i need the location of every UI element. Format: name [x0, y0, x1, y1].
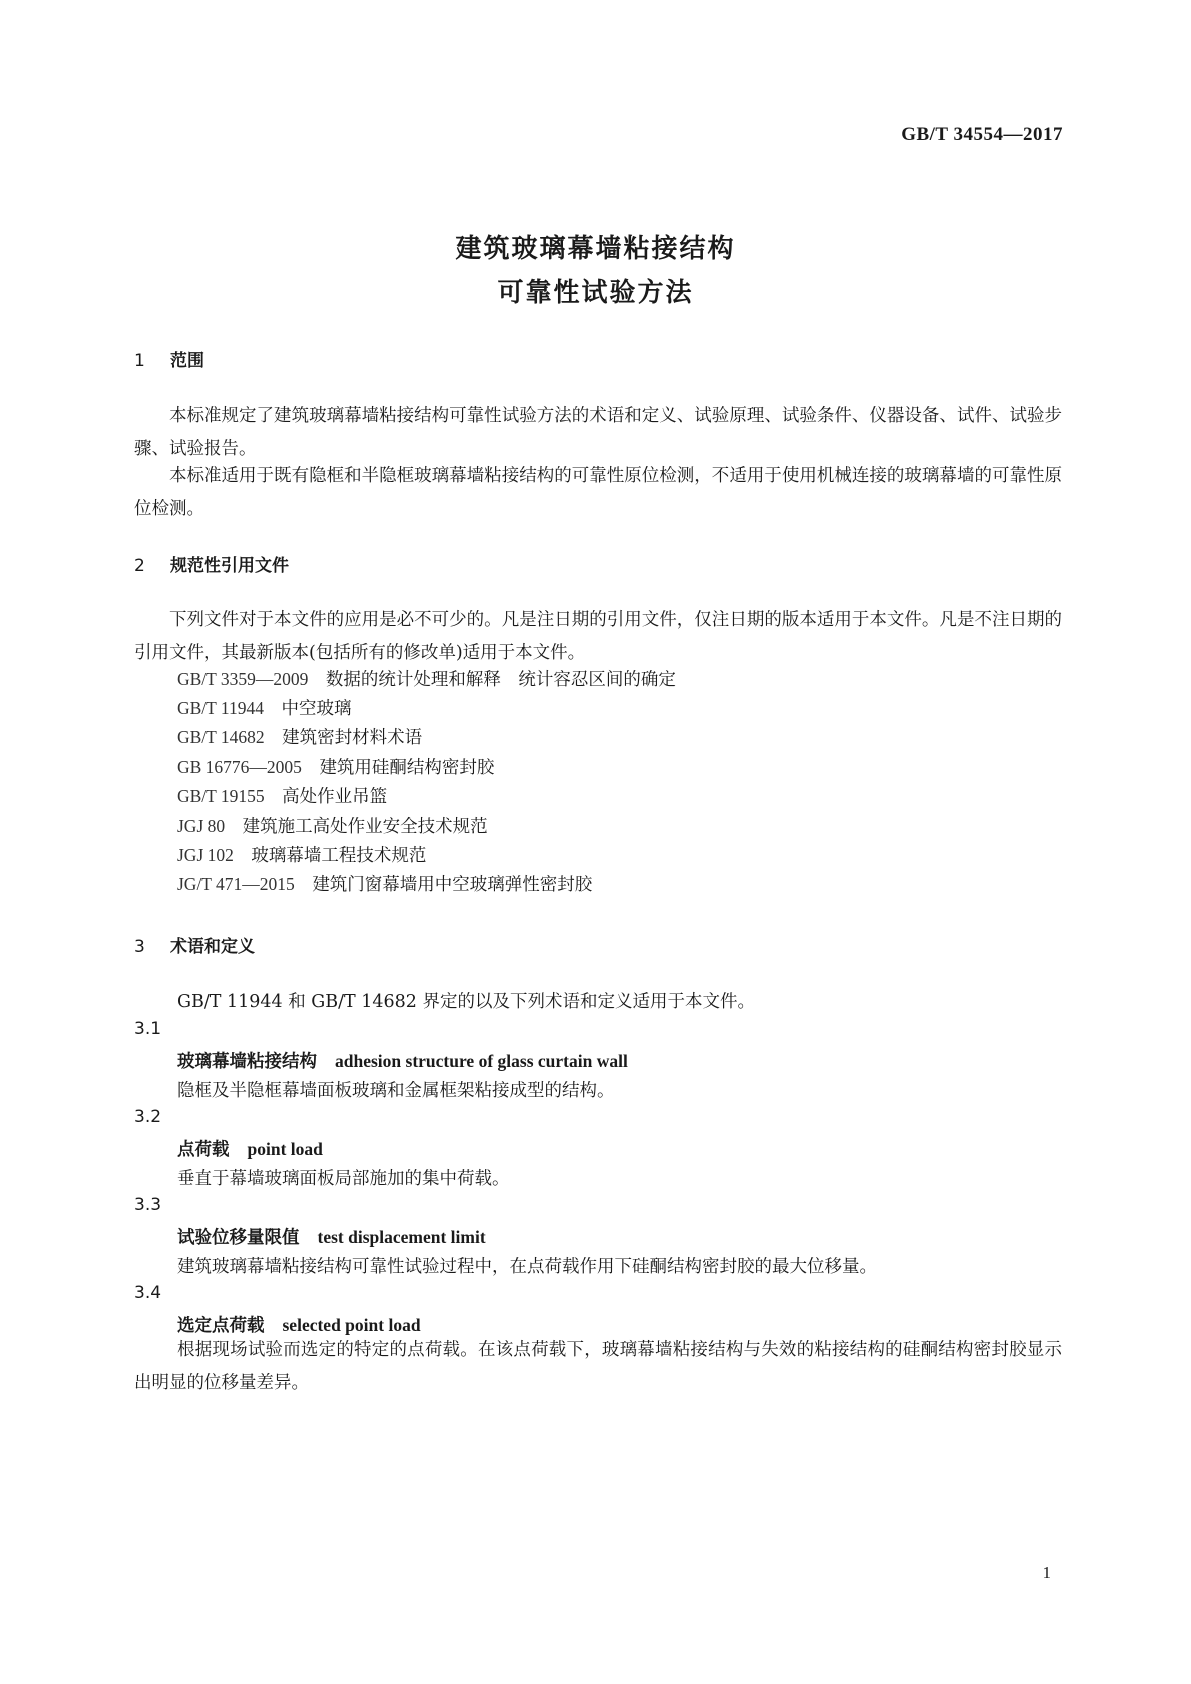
term-en: test displacement limit	[317, 1227, 486, 1247]
term-definition: 隐框及半隐框幕墙面板玻璃和金属框架粘接成型的结构。	[177, 1081, 615, 1101]
standard-code: GB/T 34554—2017	[901, 124, 1063, 145]
term-zh: 试验位移量限值	[177, 1228, 300, 1248]
reference-item	[177, 784, 387, 809]
reference-code: GB/T 19155	[177, 786, 265, 806]
section-number: 3	[134, 937, 145, 957]
reference-title: 数据的统计处理和解释 统计容忍区间的确定	[325, 670, 676, 690]
term-number: 3.4	[134, 1283, 162, 1303]
term-definition: 垂直于幕墙玻璃面板局部施加的集中荷载。	[177, 1169, 510, 1189]
term-number: 3.1	[134, 1019, 162, 1039]
reference-title: 高处作业吊篮	[282, 787, 388, 807]
term-zh: 选定点荷载	[177, 1316, 265, 1336]
reference-item	[177, 696, 352, 721]
section-number: 2	[134, 556, 145, 576]
section-3-heading	[134, 932, 255, 957]
reference-item	[177, 667, 676, 692]
term-heading	[177, 1048, 628, 1073]
section-2-intro: 下列文件对于本文件的应用是必不可少的。凡是注日期的引用文件，仅注日期的版本适用于本文件。凡是不注日期的引用文件，其最新版本(包括所有的修改单)适用于本文件。	[134, 610, 1062, 663]
reference-title: 建筑用硅酮结构密封胶	[319, 758, 495, 778]
reference-title: 中空玻璃	[281, 699, 352, 719]
term-number: 3.2	[134, 1107, 162, 1127]
term-en: adhesion structure of glass curtain wall	[335, 1051, 628, 1071]
reference-code: JGJ 80	[177, 816, 226, 836]
reference-code: JGJ 102	[177, 845, 234, 865]
reference-title: 建筑密封材料术语	[282, 728, 423, 748]
term-number: 3.3	[134, 1195, 162, 1215]
reference-title: 建筑施工高处作业安全技术规范	[242, 817, 488, 837]
reference-code: GB/T 14682	[177, 727, 265, 747]
section-1-paragraph-2: 本标准适用于既有隐框和半隐框玻璃幕墙粘接结构的可靠性原位检测，不适用于使用机械连接的玻璃幕墙的可靠性原位检测。	[134, 466, 1062, 519]
reference-item	[177, 843, 426, 868]
term-zh: 点荷载	[177, 1140, 230, 1160]
reference-title: 玻璃幕墙工程技术规范	[251, 846, 427, 866]
reference-code: GB/T 11944	[177, 698, 265, 718]
section-1-paragraph-1: 本标准规定了建筑玻璃幕墙粘接结构可靠性试验方法的术语和定义、试验原理、试验条件、仪器设备、试件、试验步骤、试验报告。	[134, 406, 1062, 459]
reference-item	[177, 872, 592, 897]
term-en: point load	[247, 1139, 323, 1159]
section-2-heading	[134, 551, 289, 576]
page-number: 1	[1042, 1563, 1051, 1582]
document-title-line2: 可靠性试验方法	[497, 278, 694, 308]
reference-code: GB/T 3359—2009	[177, 669, 309, 689]
reference-item	[177, 755, 494, 780]
section-title: 范围	[170, 351, 204, 371]
reference-code: GB 16776—2005	[177, 757, 302, 777]
term-heading	[177, 1136, 323, 1161]
document-title-line1: 建筑玻璃幕墙粘接结构	[455, 234, 736, 264]
term-definition: 根据现场试验而选定的特定的点荷载。在该点荷载下，玻璃幕墙粘接结构与失效的粘接结构的硅酮结构密封胶显示出明显的位移量差异。	[134, 1340, 1062, 1393]
section-number: 1	[134, 351, 145, 371]
section-title: 规范性引用文件	[170, 556, 289, 576]
reference-code: JG/T 471—2015	[177, 874, 295, 894]
term-definition: 建筑玻璃幕墙粘接结构可靠性试验过程中，在点荷载作用下硅酮结构密封胶的最大位移量。	[177, 1257, 877, 1277]
reference-item	[177, 814, 488, 839]
term-heading	[177, 1224, 486, 1249]
section-3-intro: GB/T 11944 和 GB/T 14682 界定的以及下列术语和定义适用于本文件。	[177, 992, 755, 1012]
reference-item	[177, 725, 422, 750]
section-1-heading	[134, 346, 204, 371]
term-zh: 玻璃幕墙粘接结构	[177, 1052, 317, 1072]
section-title: 术语和定义	[170, 937, 255, 957]
reference-title: 建筑门窗幕墙用中空玻璃弹性密封胶	[312, 875, 593, 895]
term-en: selected point load	[282, 1315, 421, 1335]
